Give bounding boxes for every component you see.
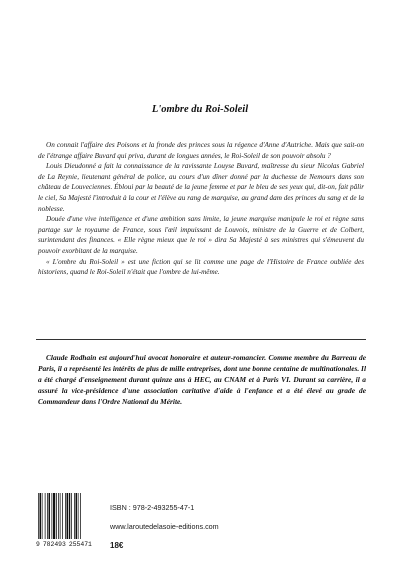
barcode-digit-group: 782493 [42, 541, 66, 548]
barcode-bar [74, 493, 75, 539]
barcode-bar [78, 493, 79, 539]
barcode-bar [52, 493, 53, 539]
barcode-bar [69, 493, 71, 539]
barcode-bar [49, 493, 51, 539]
barcode-bar [38, 493, 39, 539]
barcode-bar [67, 493, 69, 539]
barcode-bar [65, 493, 66, 539]
isbn-label: ISBN : 978-2-493255-47-1 [110, 503, 195, 512]
author-bio [38, 352, 366, 407]
barcode-digit-group: 9 [36, 541, 40, 548]
author-bio-text: Claude Rodhain est aujourd'hui avocat honoraire et auteur-romancier. Comme membre du Barreau de Paris, il a représenté les intérêts de plus de mille entreprises, dont une bonne centaine de multinationales. Il a été chargé d'enseignement durant quinze ans à HEC, au CNAM et à Paris VI. Durant sa carrière, il a assuré la vice-présidence d'une association caritative d'aide à l'enfance et a été élevé au grade de Commandeur dans l'Ordre National du Mérite. [38, 353, 366, 406]
barcode-bar [53, 493, 55, 539]
synopsis-paragraph: « L'ombre du Roi-Soleil » est une fiction qui se lit comme une page de l'Histoire de France oubliée des historiens, quand le Roi-Soleil n'était que l'ombre de lui-même. [38, 257, 364, 277]
synopsis-paragraph: Douée d'une vive intelligence et d'une ambition sans limite, la jeune marquise manipule le roi et règne sans partage sur le royaume de France, sous l'œil impuissant de Louvois, ministre de la Guerre et de Colbert, surintendant des finances. « Elle règne mieux que le roi » dira Sa Majesté à ses ministres qui s'émeuvent du pouvoir exorbitant de la marquise. [38, 215, 364, 255]
barcode-bar [45, 493, 46, 539]
barcode-bar [60, 493, 61, 539]
barcode-bar [62, 493, 63, 539]
publisher-website: www.laroutedelasoie-editions.com [110, 522, 219, 531]
synopsis-paragraph: On connait l'affaire des Poisons et la fronde des princes sous la régence d'Anne d'Autriche. Mais que sait-on de l'étrange affaire Buvard qui priva, durant de longues années, le Roi-Soleil de son pouvoir absolu ? [38, 141, 364, 160]
synopsis [38, 140, 364, 278]
synopsis-paragraph: Louis Dieudonné a fait la connaissance de la ravissante Louyse Buvard, maîtresse du sieur Nicolas Gabriel de La Reynie, lieutenant général de police, au cours d'un dîner donné par la duchesse de Nemours dans son château de Louveciennes. Ébloui par la beauté de la jeune femme et par le bleu de ses yeux qui, dit-on, fait pâlir le ciel, Sa Majesté l'introduit à la cour et l'élève au rang de marquise, au grand dam des princes du sang et de la noblesse. [38, 162, 364, 213]
publication-info [110, 498, 219, 555]
barcode-bar [76, 493, 78, 539]
section-divider [36, 339, 366, 340]
barcode-bar [40, 493, 42, 539]
barcode-bars [36, 493, 102, 539]
barcode-bar [47, 493, 48, 539]
book-title: L'ombre du Roi-Soleil [151, 104, 249, 115]
barcode-bar [42, 493, 43, 539]
barcode-bar [58, 493, 59, 539]
barcode-number [36, 541, 106, 548]
barcode-digit-group: 255471 [68, 541, 92, 548]
price-label: 18€ [110, 541, 124, 550]
barcode-bar [80, 493, 81, 539]
barcode-bar [71, 493, 72, 539]
barcode-bar [56, 493, 57, 539]
